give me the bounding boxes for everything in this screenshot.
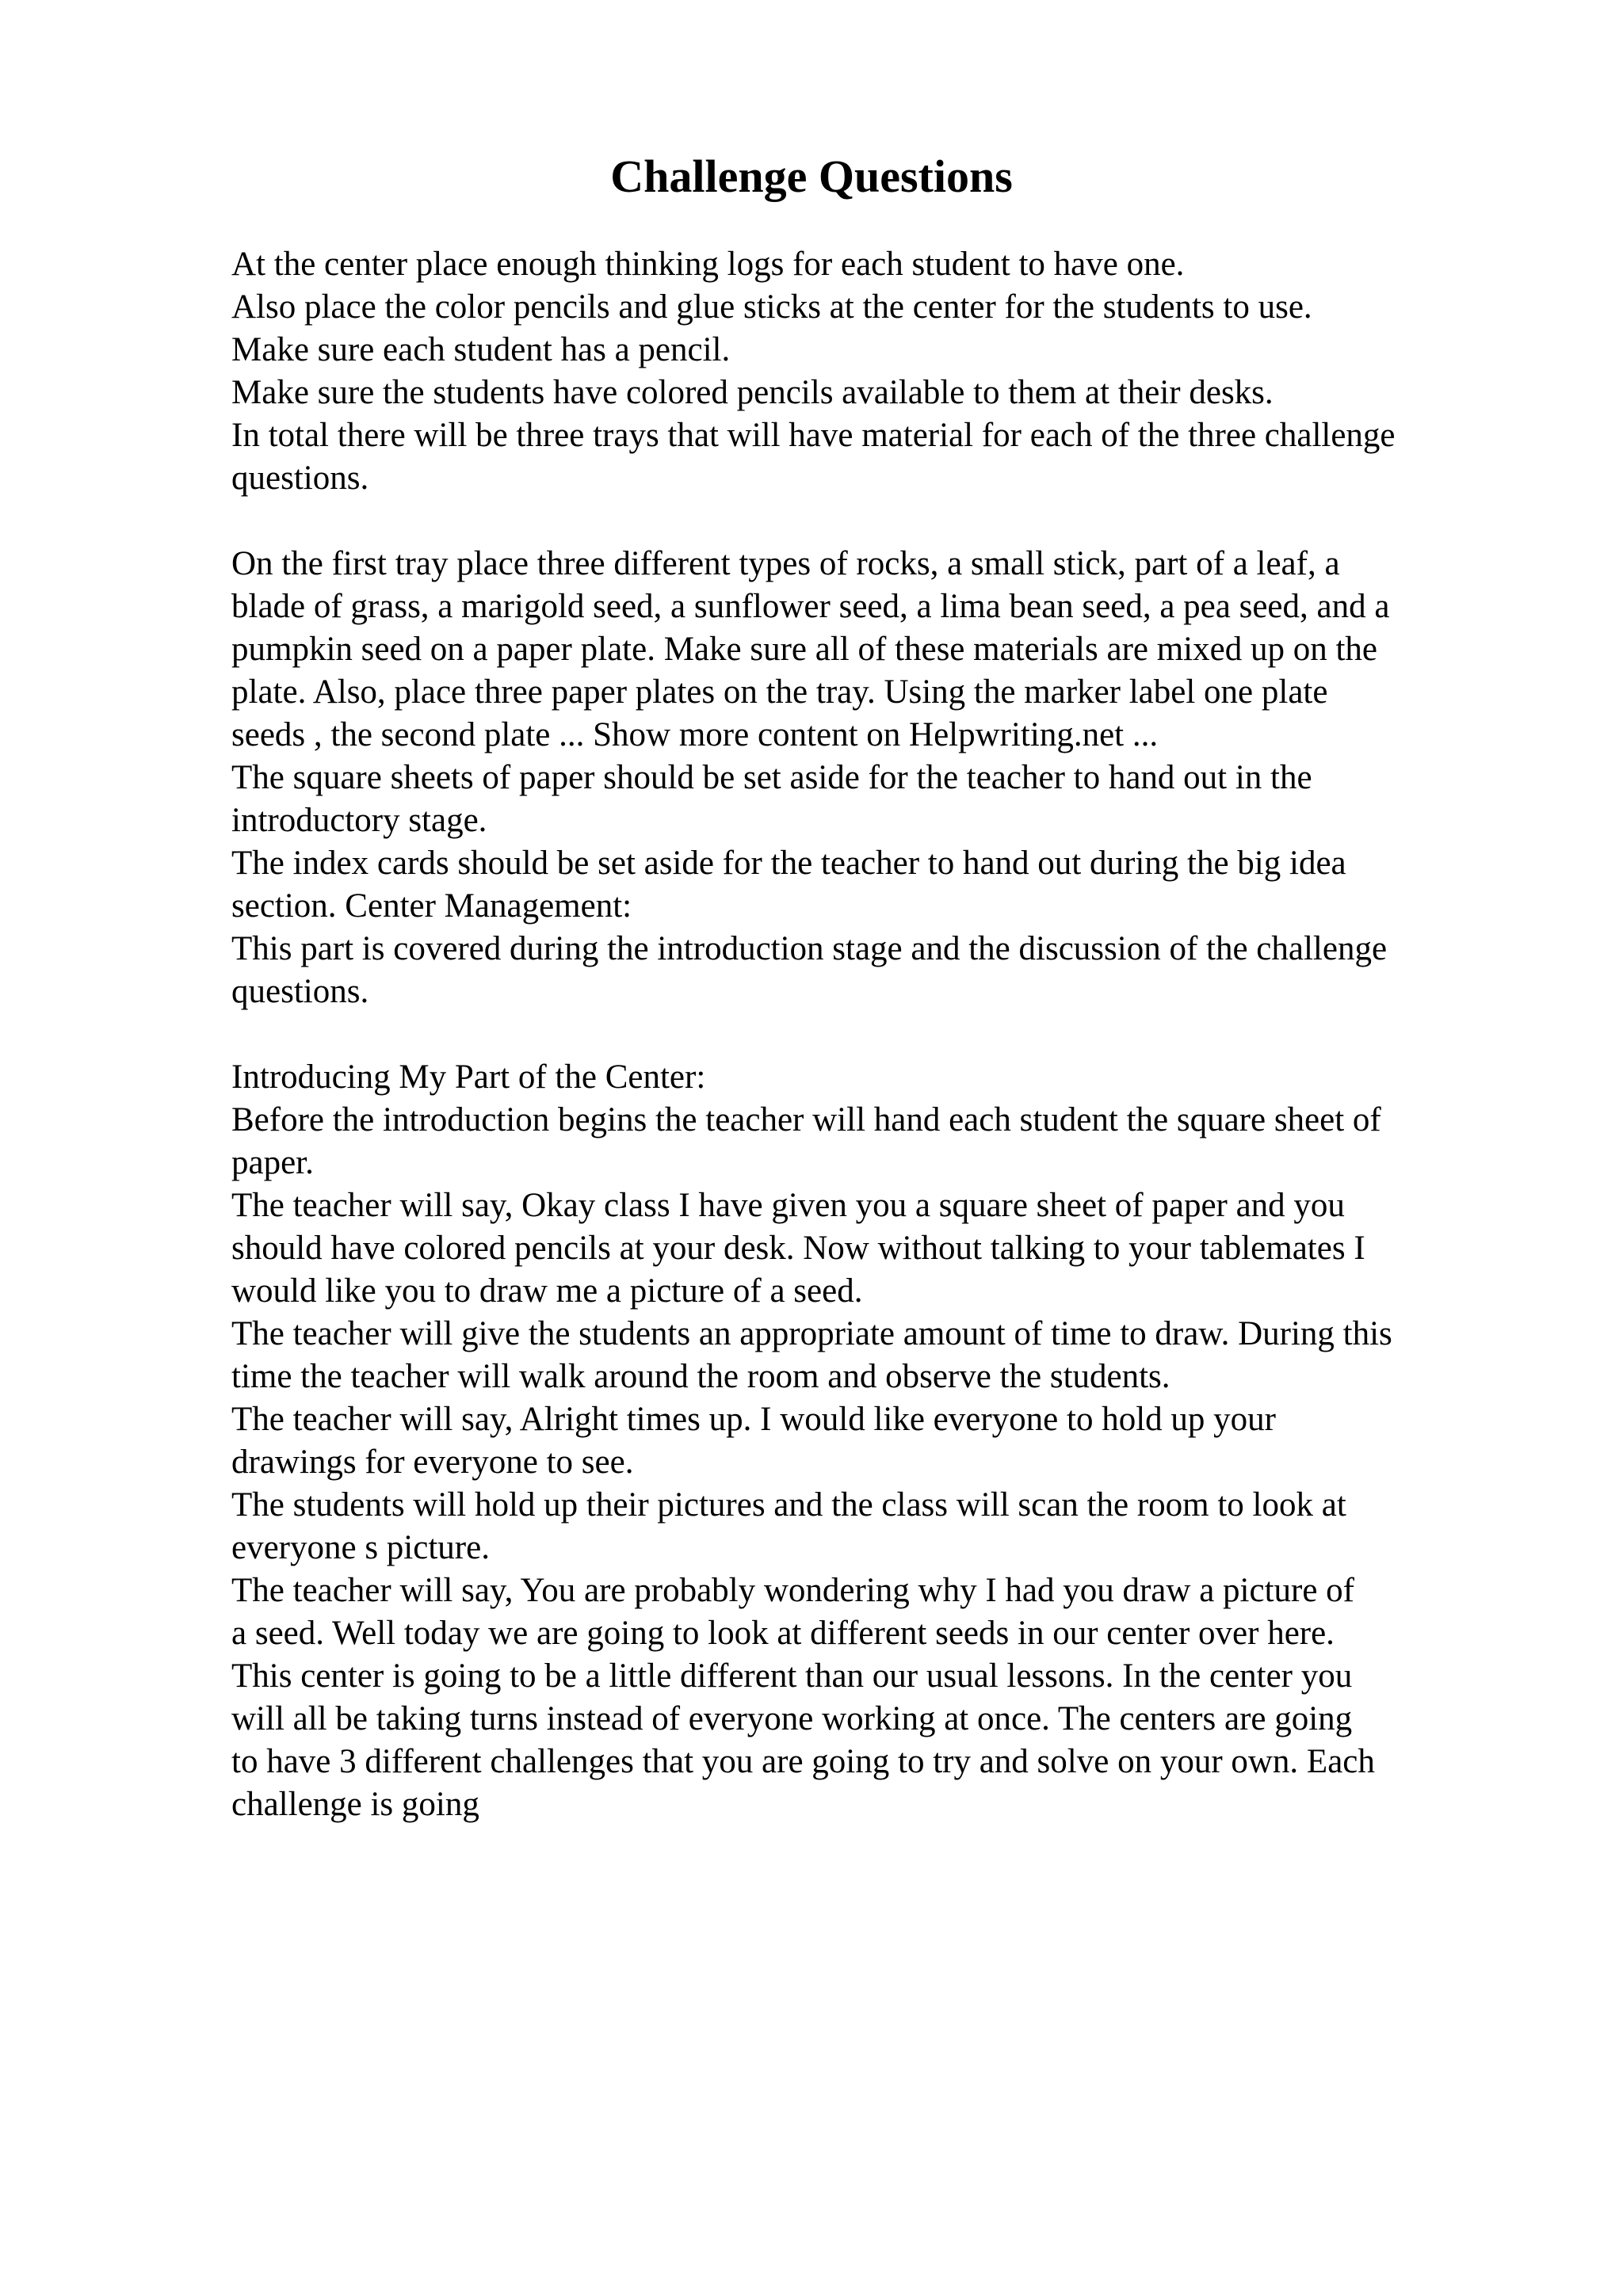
- text-line: seeds , the second plate ... Show more content on Helpwriting.net ...: [231, 716, 1159, 753]
- text-line: In total there will be three trays that will have material for each of the three challenge: [231, 417, 1396, 454]
- text-line: questions.: [231, 460, 369, 497]
- paragraph: [231, 543, 1515, 1013]
- document-title: Challenge Questions: [610, 151, 1013, 202]
- text-line: everyone s picture.: [231, 1529, 490, 1566]
- document-body: [231, 243, 1515, 1826]
- text-line: Also place the color pencils and glue sticks at the center for the students to use.: [231, 288, 1312, 326]
- text-line: Introducing My Part of the Center:: [231, 1058, 706, 1096]
- text-line: Before the introduction begins the teacher will hand each student the square sheet of: [231, 1101, 1381, 1138]
- text-line: would like you to draw me a picture of a seed.: [231, 1272, 863, 1310]
- text-line: introductory stage.: [231, 802, 487, 839]
- paragraph: [231, 243, 1515, 500]
- text-line: challenge is going: [231, 1786, 479, 1823]
- paragraph-gap: [231, 1013, 1515, 1056]
- text-line: time the teacher will walk around the room and observe the students.: [231, 1358, 1170, 1395]
- text-line: paper.: [231, 1144, 314, 1181]
- text-line: Make sure each student has a pencil.: [231, 331, 731, 368]
- text-line: Make sure the students have colored pencils available to them at their desks.: [231, 374, 1274, 411]
- text-line: will all be taking turns instead of everyone working at once. The centers are going: [231, 1700, 1353, 1737]
- text-line: The teacher will say, Alright times up. I would like everyone to hold up your: [231, 1401, 1276, 1438]
- text-line: The teacher will say, Okay class I have given you a square sheet of paper and you: [231, 1187, 1345, 1224]
- text-line: This part is covered during the introduction stage and the discussion of the challenge: [231, 930, 1388, 967]
- text-line: plate. Also, place three paper plates on the tray. Using the marker label one plate: [231, 673, 1328, 711]
- paragraph-gap: [231, 500, 1515, 543]
- text-line: On the first tray place three different types of rocks, a small stick, part of a leaf, a: [231, 545, 1340, 582]
- text-line: This center is going to be a little different than our usual lessons. In the center you: [231, 1657, 1353, 1695]
- text-line: drawings for everyone to see.: [231, 1444, 634, 1481]
- text-line: questions.: [231, 973, 369, 1010]
- text-line: At the center place enough thinking logs for each student to have one.: [231, 246, 1185, 283]
- text-line: The teacher will give the students an appropriate amount of time to draw. During this: [231, 1315, 1392, 1352]
- text-line: The students will hold up their pictures and the class will scan the room to look at: [231, 1486, 1346, 1524]
- text-line: The index cards should be set aside for the teacher to hand out during the big idea: [231, 845, 1346, 882]
- text-line: section. Center Management:: [231, 887, 632, 925]
- text-line: The square sheets of paper should be set aside for the teacher to hand out in the: [231, 759, 1312, 796]
- paragraph: [231, 1056, 1515, 1826]
- text-line: pumpkin seed on a paper plate. Make sure all of these materials are mixed up on the: [231, 631, 1377, 668]
- text-line: blade of grass, a marigold seed, a sunflower seed, a lima bean seed, a pea seed, and a: [231, 588, 1390, 625]
- text-line: a seed. Well today we are going to look at different seeds in our center over here.: [231, 1615, 1335, 1652]
- text-line: The teacher will say, You are probably wondering why I had you draw a picture of: [231, 1572, 1354, 1609]
- text-line: should have colored pencils at your desk. Now without talking to your tablemates I: [231, 1230, 1365, 1267]
- text-line: to have 3 different challenges that you are going to try and solve on your own. Each: [231, 1743, 1375, 1780]
